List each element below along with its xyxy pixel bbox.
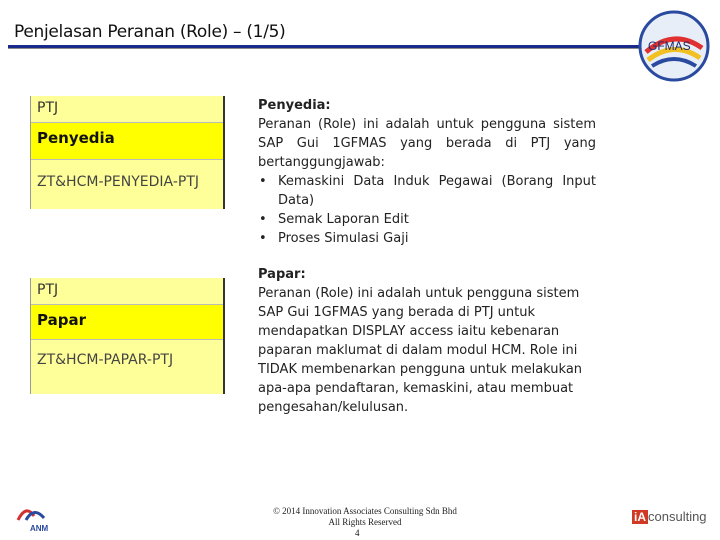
papar-description (258, 265, 596, 417)
bullet-item: • Proses Simulasi Gaji (278, 229, 596, 248)
svg-text:GFMAS: GFMAS (648, 39, 691, 53)
copyright-footer (250, 506, 480, 528)
papar-heading: Papar: (258, 267, 306, 282)
ia-consulting-logo (632, 508, 712, 526)
penyedia-bullet-list (258, 172, 596, 248)
role-box-role-code: ZT&HCM-PENYEDIA-PTJ (37, 174, 200, 190)
bullet-item: • Semak Laporan Edit (278, 210, 596, 229)
bullet-item: • Kemaskini Data Induk Pegawai (Borang Input Data) (278, 172, 596, 210)
copyright-line: © 2014 Innovation Associates Consulting Sdn Bhd (273, 506, 457, 516)
page-title: Penjelasan Peranan (Role) – (1/5) (14, 22, 286, 42)
role-box-penyedia (30, 96, 225, 209)
role-box-ptj-label: PTJ (31, 278, 223, 305)
title-divider (8, 45, 648, 48)
role-box-role-name: Penyedia (31, 123, 223, 160)
role-box-ptj-label: PTJ (31, 96, 223, 123)
rights-line: All Rights Reserved (328, 517, 402, 527)
papar-body: Peranan (Role) ini adalah untuk pengguna sistem SAP Gui 1GFMAS yang berada di PTJ untuk mendapatkan DISPLAY access iaitu kebenaran paparan maklumat di dalam modul HCM. Role ini TIDAK membenarkan pengguna untuk melakukan apa-apa pendaftaran, kemaskini, atau membuat pengesahan/kelulusan. (258, 286, 583, 415)
anm-logo (12, 500, 52, 534)
page-number: 4 (355, 528, 360, 538)
role-box-papar (30, 278, 225, 394)
svg-text:ANM: ANM (30, 524, 49, 533)
penyedia-description (258, 96, 596, 248)
ia-logo-text: consulting (648, 509, 707, 524)
gfmas-logo (636, 8, 712, 84)
role-box-role-code: ZT&HCM-PAPAR-PTJ (37, 352, 174, 368)
penyedia-heading: Penyedia: (258, 98, 331, 113)
role-box-role-name: Papar (31, 305, 223, 340)
penyedia-intro: Peranan (Role) ini adalah untuk pengguna sistem SAP Gui 1GFMAS yang berada di PTJ yang bertanggungjawab: (258, 117, 596, 170)
ia-logo-mark: iA (634, 510, 646, 524)
